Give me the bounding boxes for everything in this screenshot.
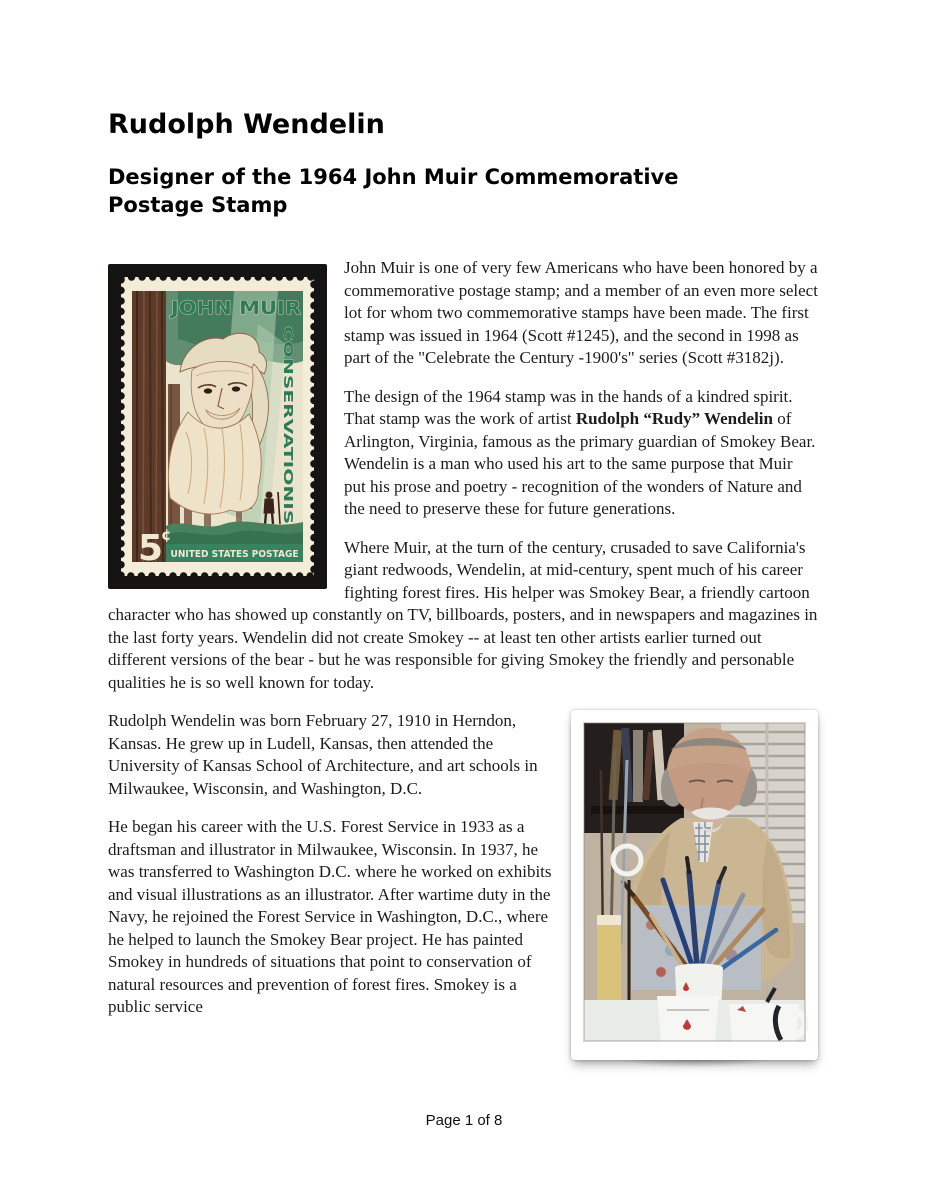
page-number: Page 1 of 8: [425, 1112, 503, 1129]
stamp-title-text: JOHN MUIR: [168, 297, 302, 319]
photo-frame: [571, 710, 818, 1060]
article-body: [108, 257, 818, 1019]
stamp-denomination: 5: [138, 528, 164, 569]
stamp-bottom-text: UNITED STATES POSTAGE: [170, 549, 299, 560]
paragraph-intro-text: John Muir is one of very few Americans who have been honored by a commemorative postage stamp; and a member of an even more select lot for whom two commemorative stamps have been made. The first stamp was issued in 1964 (Scott #1245), and the second in 1998 as part of the "Celebrate the Century -1900's" series (Scott #3182j).: [344, 258, 818, 367]
paragraph-birth-text: Rudolph Wendelin was born February 27, 1910 in Herndon, Kansas. He grew up in Ludell, Kansas, then attended the University of Kansas School of Architecture, and art schools in Milwaukee, Wisconsin, and Washington, D.C.: [108, 711, 538, 798]
artist-name-bold: Rudolph “Rudy” Wendelin: [575, 409, 773, 428]
stamp-design: [132, 291, 303, 569]
john-muir-stamp-image: [108, 264, 327, 589]
document-page: [108, 0, 818, 1070]
paragraph-career-text: He began his career with the U.S. Forest Service in 1933 as a draftsman and illustrator in Milwaukee, Wisconsin. In 1937, he was transferred to Washington D.C. where he worked on exhibits and visual illustrations as an illustrator. After wartime duty in the Navy, he rejoined the Forest Service in Washington, D.C., where he helped to launch the Smokey Bear project. He has painted Smokey in hundreds of situations that point to conservation of natural resources and prevention of forest fires. Smokey is a public service: [108, 817, 552, 1016]
stamp-cent-sign: ¢: [161, 526, 172, 544]
redwood-trunk: [132, 291, 166, 562]
paragraph-designer-lead: The design of the 1964 stamp was in the hands of a kindred spirit. That stamp was the work of artist: [344, 386, 793, 428]
page-title: Rudolph Wendelin: [108, 109, 385, 140]
photo-image: [584, 723, 805, 1041]
paragraph-designer-rest: of Arlington, Virginia, famous as the primary guardian of Smokey Bear. Wendelin is a man who used his art to the same purpose that Muir put his prose and poetry - recognition of the wonders of Nature and the need to preserve these for future generations.: [344, 409, 816, 518]
john-muir-portrait: [168, 333, 268, 514]
paragraph-smokey-text: Where Muir, at the turn of the century, crusaded to save California's giant redwoods, Wendelin, at mid-century, spent much of his career fighting forest fires. His helper was Smokey Bear, a friendly cartoon character who has showed up constantly on TV, billboards, posters, and in newspapers and magazines in the last forty years. Wendelin did not create Smokey -- at least ten other artists earlier turned out different versions of the bear - but he was responsible for giving Smokey the friendly and personable qualities he is so well known for today.: [108, 537, 818, 692]
stamp-side-text: CONSERVATIONIST: [281, 326, 296, 458]
page-subtitle: Designer of the 1964 John Muir Commemorative Postage Stamp: [108, 165, 679, 217]
wendelin-photo: [571, 710, 818, 1060]
